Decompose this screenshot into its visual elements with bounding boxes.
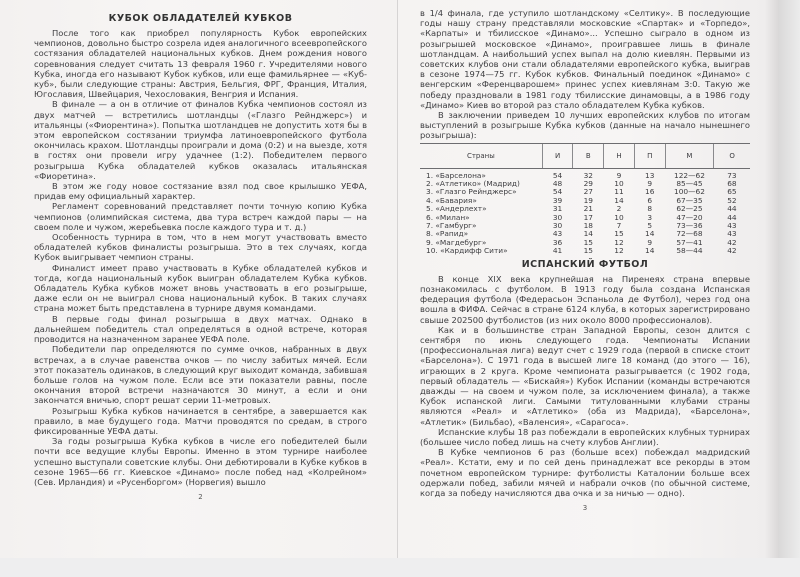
stat-cell: 36 xyxy=(552,237,563,247)
stat-cell: 42 xyxy=(727,237,737,247)
club-name-cell: 9. «Магдебург» xyxy=(426,237,487,247)
stat-cell: 9 xyxy=(616,170,622,180)
stat-cell: 13 xyxy=(645,170,655,180)
stat-cell: 31 xyxy=(552,204,563,214)
club-name-cell: 10. «Кардифф Сити» xyxy=(426,246,508,256)
stat-cell: 68 xyxy=(727,179,737,189)
stat-cell: 16 xyxy=(645,187,655,197)
column-header: П xyxy=(634,143,665,168)
stat-cell: 48 xyxy=(552,179,563,189)
stat-cell: 14 xyxy=(583,229,593,239)
table-body xyxy=(420,168,750,256)
paragraph: В финале — а он в отличие от финалов Кубка чемпионов состоял из двух матчей — встретились шотландцы («Глазго Рейнджерс») и итальянцы («Фиорентина»). Попытка шотландцев не допустить хотя бы в этом европейском состязании триумфа латиноевропейского футбола окончилась крахом. Шотландцы проиграли и дома (0:2) и на выезде, хотя в гостях они провели игру удачнее (1:2). Победителем первого розыгрыша Кубка обладателей кубков оказалась итальянская «Фиоретина». xyxy=(34,99,367,181)
page-number: 2 xyxy=(198,493,203,502)
stat-cell: 19 xyxy=(583,195,593,205)
club-name-cell: 7. «Гамбург» xyxy=(426,221,477,231)
stat-cell: 57—41 xyxy=(676,237,703,247)
paragraph: Финалист имеет право участвовать в Кубке обладателей кубков и тогда, когда национальный кубок выигран обладателем Кубка кубков. Обладатель Кубка кубков может вновь участвовать в его розыгрыше, даже если он не выиграл снова национальный кубок. В таких случаях страна может быть представлена в турнире двумя командами. xyxy=(34,262,367,314)
stat-cell: 65 xyxy=(727,187,737,197)
table-header-row xyxy=(420,143,750,168)
stat-cell: 44 xyxy=(727,204,737,214)
stat-cell: 41 xyxy=(552,246,563,256)
stat-cell: 85—45 xyxy=(676,179,703,189)
paragraph: В заключении приведем 10 лучших европейских клубов по итогам выступлений в розыгрыше Кубка кубков (данные на начало нынешнего розыгрыша): xyxy=(420,110,750,141)
stat-cell: 39 xyxy=(552,195,563,205)
column-header: В xyxy=(573,143,604,168)
stat-cell: 73—36 xyxy=(676,221,703,231)
stat-cell: 18 xyxy=(583,221,593,231)
stat-cell: 7 xyxy=(616,221,622,231)
stat-cell: 15 xyxy=(583,246,593,256)
stat-cell: 10 xyxy=(614,212,624,222)
column-header: И xyxy=(542,143,573,168)
stat-cell: 73 xyxy=(727,170,737,180)
club-name-cell: 3. «Глазго Рейнджерс» xyxy=(426,187,517,197)
paragraph: В этом же году новое состязание взял под свое крылышко УЕФА, придав ему официальный характер. xyxy=(34,181,367,202)
paragraph: В Кубке чемпионов 6 раз (больше всех) побеждал мадридский «Реал». Кстати, ему и по сей день принадлежат все рекорды в этом почетном европейском турнире: футболисты Каталонии больше всех одержали побед, забили мячей и набрали очков (по обычной системе, когда за победу начисляются два очка и за ничью — одно). xyxy=(420,447,750,498)
left-page-content xyxy=(34,10,367,502)
stat-cell: 43 xyxy=(552,229,563,239)
stat-cell: 12 xyxy=(614,246,624,256)
paragraph: В первые годы финал розыгрыша в двух матчах. Однако в дальнейшем победитель стал определяться в одной встрече, которая проводится на назначенном заранее УЕФА поле. xyxy=(34,313,367,345)
top-clubs-table xyxy=(420,143,750,256)
stat-cell: 17 xyxy=(583,212,593,222)
stat-cell: 2 xyxy=(616,204,622,214)
club-name-cell: 2. «Атлетико» (Мадрид) xyxy=(426,179,520,189)
article-title: КУБОК ОБЛАДАТЕЛЕЙ КУБКОВ xyxy=(108,13,293,24)
stat-cell: 72—68 xyxy=(676,229,703,239)
stat-cell: 32 xyxy=(583,170,593,180)
paragraph: Особенность турнира в том, что в нем могут участвовать вместо обладателей кубков финалисты розыгрыша. Это в тех случаях, когда Кубок выигрывает чемпион страны. xyxy=(34,232,367,263)
stat-cell: 30 xyxy=(552,212,563,222)
stat-cell: 21 xyxy=(583,204,593,214)
stat-cell: 8 xyxy=(647,204,653,214)
stat-cell: 11 xyxy=(614,187,624,197)
column-header: О xyxy=(714,143,750,168)
paragraph: Как и в большинстве стран Западной Европы, сезон длится с сентября по июнь следующего года. Чемпионаты Испании (профессиональная лига) ведут счет с 1929 года (первой в списке стоит «Барселона»). С 1971 года в высшей лиге 18 команд (до этого — 16), играющих в 2 круга. Кроме чемпионата разыгрывается (с 1902 года, первый обладатель — «Бискайя») Кубок Испании (команды встречаются дважды — на своем и чужом поле, за исключением финала), а также Кубок испанской лиги. Самыми титулованными клубами страны являются «Реал» и «Атлетико» (оба из Мадрида), «Барселона», «Атлетик» (Бильбао), «Валенсия», «Сарагоса». xyxy=(420,324,750,427)
column-header: Н xyxy=(604,143,635,168)
stat-cell: 6 xyxy=(647,195,653,205)
stat-cell: 30 xyxy=(552,221,563,231)
stat-cell: 43 xyxy=(727,229,737,239)
paragraph: Победители пар определяются по сумме очков, набранных в двух встречах, а в случае равенства очков — по числу забитых мячей. Если этот показатель одинаков, в следующий круг выходит команда, забившая больше голов на чужом поле. Если все эти показатели равны, после окончания второй встречи назначаются 30 минут, а если и они закончатся вничью, спорт решат серии 11-метровых. xyxy=(34,344,367,406)
paragraph: Регламент соревнований представляет почти точную копию Кубка чемпионов (олимпийская система, два тура встреч каждой пары — на своем поле и чужом, жеребьевка после каждого тура и т. д.) xyxy=(34,201,367,232)
stat-cell: 3 xyxy=(647,212,653,222)
stat-cell: 42 xyxy=(727,246,737,256)
paragraph: В конце XIX века крупнейшая на Пиренеях страна впервые познакомилась с футболом. В 1913 году была создана Испанская федерация футбола (Федерасьон Эспаньола де Футбол), через год она вошла в ФИФА. Сейчас в стране 6124 клуба, в которых зарегистрировано свыше 202500 футболистов (из них около 8000 профессионалов). xyxy=(420,273,750,325)
page-number: 3 xyxy=(582,504,588,513)
stat-cell: 100—62 xyxy=(674,187,705,197)
right-page xyxy=(398,0,780,558)
page-edge-shadow xyxy=(778,0,800,560)
stat-cell: 54 xyxy=(552,187,563,197)
column-header: Страны xyxy=(420,143,542,168)
right-page-content xyxy=(420,8,750,513)
stat-cell: 62—25 xyxy=(676,204,703,214)
stat-cell: 47—20 xyxy=(676,212,703,222)
club-name-cell: 4. «Бавария» xyxy=(426,195,477,205)
stat-cell: 44 xyxy=(727,212,737,222)
stat-cell: 122—62 xyxy=(674,170,705,180)
club-name-cell: 1. «Барселона» xyxy=(426,170,486,180)
scan-margin xyxy=(0,558,800,577)
stat-cell: 54 xyxy=(552,170,563,180)
club-name-cell: 5. «Андерлехт» xyxy=(426,204,487,214)
left-page xyxy=(0,0,398,558)
stat-cell: 29 xyxy=(583,179,593,189)
paragraph: После того как приобрел популярность Кубок европейских чемпионов, довольно быстро созрела идея аналогичного всеевропейского состязания обладателей национальных кубков. Днем рождения нового соревнования следует считать 13 февраля 1960 г. Учредителями нового Кубка, иногда его называют Кубок кубков, или еще фамильярнее — «Куб-куб», были следующие страны: Австрия, Бельгия, ФРГ, Франция, Италия, Югославия, Швейцария, Чехословакия, Венгрия и Испания. xyxy=(34,28,367,100)
stat-cell: 14 xyxy=(614,195,624,205)
stat-cell: 5 xyxy=(647,221,653,231)
stat-cell: 52 xyxy=(727,195,737,205)
paragraph: Испанские клубы 18 раз побеждали в европейских клубных турнирах (большее число побед лишь на счету клубов Англии). xyxy=(420,426,750,447)
paragraph: За годы розыгрыша Кубка кубков в числе его победителей были почти все ведущие клубы Европы. Именно в этом турнире наиболее успешно выступали советские клубы. Они дебютировали в Кубке кубков в сезоне 1965—66 гг. Киевское «Динамо» после побед над «Колрейном» (Сев. Ирландия) и «Русенборгом» (Норвегия) вышло xyxy=(34,436,367,487)
table-row xyxy=(420,247,750,255)
stat-cell: 14 xyxy=(645,229,655,239)
stat-cell: 43 xyxy=(727,221,737,231)
section-title: ИСПАНСКИЙ ФУТБОЛ xyxy=(521,258,649,270)
stat-cell: 14 xyxy=(645,246,655,256)
stat-cell: 15 xyxy=(614,229,624,239)
club-name-cell: 8. «Рапид» xyxy=(426,229,469,239)
stat-cell: 27 xyxy=(583,187,593,197)
stat-cell: 12 xyxy=(614,237,624,247)
club-name-cell: 6. «Милан» xyxy=(426,212,470,222)
stat-cell: 15 xyxy=(583,237,593,247)
stat-cell: 9 xyxy=(647,179,653,189)
paragraph: Розыгрыш Кубка кубков начинается в сентябре, а завершается как правило, в мае будущего года. Матчи проводятся по средам, в строго фиксированные УЕФА даты. xyxy=(34,405,367,436)
stat-cell: 58—44 xyxy=(676,246,703,256)
column-header: М xyxy=(665,143,714,168)
stat-cell: 67—35 xyxy=(676,195,703,205)
paragraph: в 1/4 финала, где уступило шотландскому «Селтику». В последующие годы нашу страну представляли московские «Спартак» и «Торпедо», «Карпаты» и тбилисское «Динамо»... Успешно сыграло в одном из розыгрышей московское «Динамо», проигравшее лишь в финале шотландцам. А наибольший успех выпал на долю киевлян. Первыми из советских клубов они стали обладателями европейского кубка, выиграв в сезоне 1974—75 гг. Кубок кубков. Финальный поединок «Динамо» с венгерским «Ференцварошем» принес успех киевлянам 3:0. Такую же победу праздновали в 1981 году тбилисские динамовцы, а в 1986 году «Динамо» Киев во второй раз стало обладателем Кубка кубков. xyxy=(420,8,750,110)
stat-cell: 10 xyxy=(614,179,624,189)
stat-cell: 9 xyxy=(647,237,653,247)
